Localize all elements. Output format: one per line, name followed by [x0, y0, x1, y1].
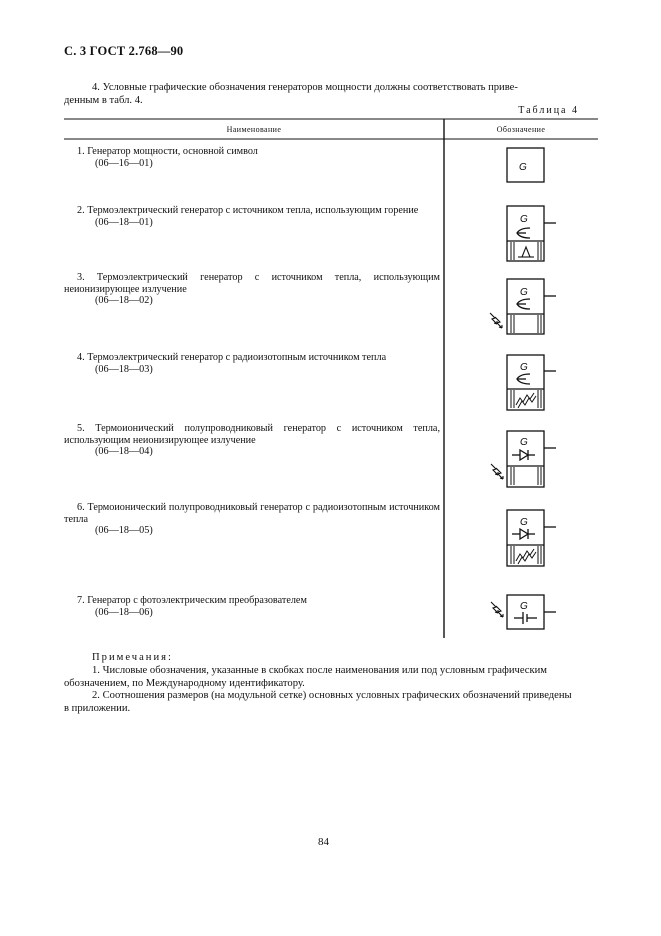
symbol-letter: G — [520, 601, 528, 612]
row-code: (06—18—06) — [95, 606, 153, 618]
symbol-letter: G — [520, 214, 528, 225]
row-name: 3. Термоэлектрический генератор с источником тепла, использующим неионизирующее излучение — [64, 272, 440, 295]
row-code: (06—18—03) — [95, 363, 153, 375]
table-label: Таблица 4 — [518, 105, 579, 116]
note-2-line-2: в приложении. — [64, 703, 131, 714]
intro-line-2: денным в табл. 4. — [64, 95, 143, 106]
intro-line-1: 4. Условные графические обозначения генераторов мощности должны соответствовать приве- — [92, 82, 518, 93]
thermionic-radioisotope-symbol-icon — [507, 510, 556, 566]
row-code: (06—18—05) — [95, 525, 153, 536]
column-header-symbol: Обозначение — [496, 125, 546, 134]
row-code: (06—16—01) — [95, 157, 153, 169]
row-code: (06—18—01) — [95, 216, 153, 228]
row-name: 2. Термоэлектрический генератор с источником тепла, использующим горение — [77, 205, 419, 216]
thermoelectric-radioisotope-symbol-icon — [507, 355, 556, 410]
thermoelectric-combustion-symbol-icon — [507, 206, 556, 261]
row-code: (06—18—02) — [95, 295, 153, 306]
symbol-letter: G — [520, 287, 528, 298]
note-1-line-2: обозначением, по Международному идентификатору. — [64, 678, 305, 689]
note-2-line-1: 2. Соотношения размеров (на модульной сетке) основных условных графических обозначений приведены — [92, 690, 572, 701]
notes-title: Примечания: — [92, 652, 173, 663]
document-header: С. 3 ГОСТ 2.768—90 — [64, 44, 184, 58]
row-name: 6. Термоионический полупроводниковый генератор с радиоизотопным источником тепла — [64, 502, 440, 525]
symbol-letter: G — [520, 362, 528, 373]
column-header-name: Наименование — [226, 125, 282, 134]
row-code: (06—18—04) — [95, 446, 153, 457]
row-name: 1. Генератор мощности, основной символ — [77, 146, 258, 157]
row-name: 5. Термоионический полупроводниковый генератор с источником тепла, использующим неионизирующее излучение — [64, 423, 440, 446]
symbol-letter: G — [519, 162, 527, 173]
row-name: 7. Генератор с фотоэлектрическим преобразователем — [77, 595, 307, 606]
note-1-line-1: 1. Числовые обозначения, указанные в скобках после наименования или под условным графическим — [92, 665, 548, 676]
page-number: 84 — [318, 836, 329, 848]
symbol-letter: G — [520, 437, 528, 448]
row-name: 4. Термоэлектрический генератор с радиоизотопным источником тепла — [77, 352, 387, 363]
symbol-letter: G — [520, 517, 528, 528]
